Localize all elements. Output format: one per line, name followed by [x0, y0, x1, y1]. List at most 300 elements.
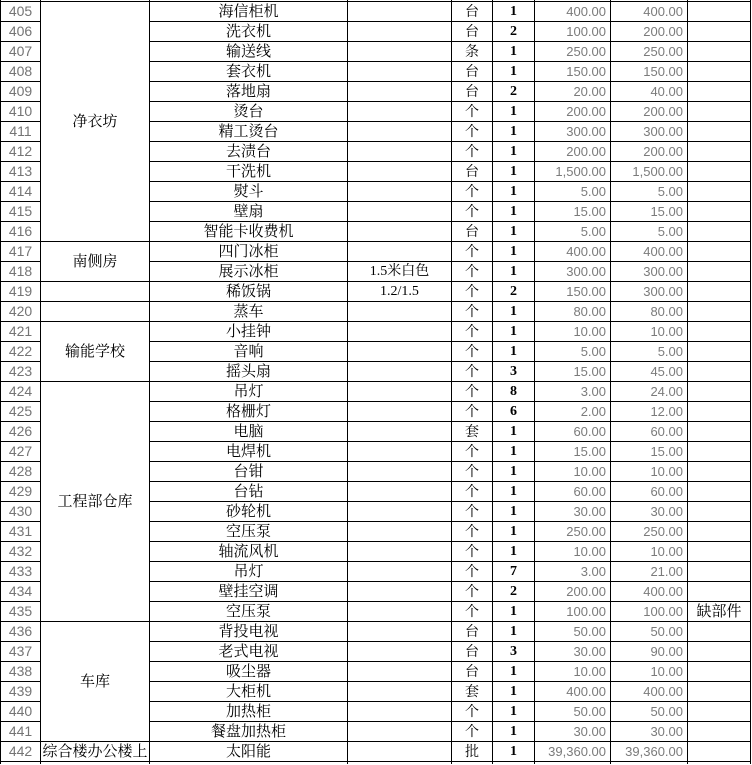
- quantity-cell[interactable]: 1: [493, 722, 535, 742]
- unit-price-cell[interactable]: 80.00: [535, 302, 611, 322]
- unit-cell[interactable]: 个: [452, 242, 493, 262]
- row-number-cell[interactable]: 413: [1, 162, 41, 182]
- unit-cell[interactable]: 个: [452, 322, 493, 342]
- unit-cell[interactable]: 个: [452, 402, 493, 422]
- unit-cell[interactable]: 个: [452, 562, 493, 582]
- unit-cell[interactable]: 个: [452, 522, 493, 542]
- row-number-cell[interactable]: 426: [1, 422, 41, 442]
- row-number-cell[interactable]: 412: [1, 142, 41, 162]
- quantity-cell[interactable]: 1: [493, 262, 535, 282]
- note-cell[interactable]: [688, 702, 751, 722]
- item-name-cell[interactable]: 加热柜: [150, 702, 348, 722]
- total-price-cell[interactable]: 300.00: [611, 262, 688, 282]
- item-name-cell[interactable]: 壁扇: [150, 202, 348, 222]
- quantity-cell[interactable]: 1: [493, 522, 535, 542]
- quantity-cell[interactable]: 1: [493, 222, 535, 242]
- spec-cell[interactable]: [348, 702, 452, 722]
- note-cell[interactable]: [688, 2, 751, 22]
- quantity-cell[interactable]: 2: [493, 22, 535, 42]
- row-number-cell[interactable]: 410: [1, 102, 41, 122]
- quantity-cell[interactable]: 1: [493, 322, 535, 342]
- note-cell[interactable]: [688, 302, 751, 322]
- row-number-cell[interactable]: 437: [1, 642, 41, 662]
- unit-price-cell[interactable]: 30.00: [535, 722, 611, 742]
- quantity-cell[interactable]: 1: [493, 462, 535, 482]
- total-price-cell[interactable]: 5.00: [611, 342, 688, 362]
- row-number-cell[interactable]: 435: [1, 602, 41, 622]
- spec-cell[interactable]: [348, 502, 452, 522]
- note-cell[interactable]: [688, 402, 751, 422]
- quantity-cell[interactable]: 1: [493, 142, 535, 162]
- spec-cell[interactable]: [348, 442, 452, 462]
- unit-price-cell[interactable]: 60.00: [535, 482, 611, 502]
- row-number-cell[interactable]: 415: [1, 202, 41, 222]
- item-name-cell[interactable]: 老式电视: [150, 642, 348, 662]
- spec-cell[interactable]: [348, 242, 452, 262]
- item-name-cell[interactable]: 台钻: [150, 482, 348, 502]
- item-name-cell[interactable]: 音响: [150, 342, 348, 362]
- spec-cell[interactable]: [348, 662, 452, 682]
- item-name-cell[interactable]: 烫台: [150, 102, 348, 122]
- spec-cell[interactable]: [348, 22, 452, 42]
- note-cell[interactable]: [688, 262, 751, 282]
- unit-cell[interactable]: 个: [452, 282, 493, 302]
- spec-cell[interactable]: [348, 482, 452, 502]
- unit-price-cell[interactable]: 400.00: [535, 682, 611, 702]
- row-number-cell[interactable]: 425: [1, 402, 41, 422]
- quantity-cell[interactable]: 1: [493, 242, 535, 262]
- unit-price-cell[interactable]: 250.00: [535, 522, 611, 542]
- row-number-cell[interactable]: 405: [1, 2, 41, 22]
- quantity-cell[interactable]: 1: [493, 502, 535, 522]
- quantity-cell[interactable]: 1: [493, 442, 535, 462]
- row-number-cell[interactable]: 419: [1, 282, 41, 302]
- note-cell[interactable]: [688, 122, 751, 142]
- total-price-cell[interactable]: 21.00: [611, 562, 688, 582]
- unit-cell[interactable]: 台: [452, 662, 493, 682]
- item-name-cell[interactable]: 熨斗: [150, 182, 348, 202]
- item-name-cell[interactable]: 洗衣机: [150, 22, 348, 42]
- unit-cell[interactable]: 台: [452, 642, 493, 662]
- item-name-cell[interactable]: 小挂钟: [150, 322, 348, 342]
- unit-price-cell[interactable]: 150.00: [535, 62, 611, 82]
- note-cell[interactable]: [688, 742, 751, 762]
- unit-cell[interactable]: 套: [452, 682, 493, 702]
- note-cell[interactable]: [688, 182, 751, 202]
- total-price-cell[interactable]: 12.00: [611, 402, 688, 422]
- note-cell[interactable]: [688, 282, 751, 302]
- item-name-cell[interactable]: 输送线: [150, 42, 348, 62]
- quantity-cell[interactable]: 1: [493, 742, 535, 762]
- row-number-cell[interactable]: 436: [1, 622, 41, 642]
- spec-cell[interactable]: [348, 182, 452, 202]
- total-price-cell[interactable]: 1,500.00: [611, 162, 688, 182]
- item-name-cell[interactable]: 去渍台: [150, 142, 348, 162]
- note-cell[interactable]: [688, 682, 751, 702]
- unit-cell[interactable]: 台: [452, 2, 493, 22]
- note-cell[interactable]: [688, 362, 751, 382]
- unit-cell[interactable]: 个: [452, 462, 493, 482]
- note-cell[interactable]: [688, 102, 751, 122]
- total-price-cell[interactable]: 400.00: [611, 582, 688, 602]
- unit-cell[interactable]: 个: [452, 702, 493, 722]
- unit-price-cell[interactable]: 150.00: [535, 282, 611, 302]
- unit-cell[interactable]: 个: [452, 542, 493, 562]
- unit-price-cell[interactable]: 5.00: [535, 182, 611, 202]
- spec-cell[interactable]: 1.2/1.5: [348, 282, 452, 302]
- row-number-cell[interactable]: 408: [1, 62, 41, 82]
- unit-cell[interactable]: 个: [452, 602, 493, 622]
- item-name-cell[interactable]: 格栅灯: [150, 402, 348, 422]
- total-price-cell[interactable]: 10.00: [611, 322, 688, 342]
- row-number-cell[interactable]: 414: [1, 182, 41, 202]
- item-name-cell[interactable]: 轴流风机: [150, 542, 348, 562]
- row-number-cell[interactable]: 439: [1, 682, 41, 702]
- total-price-cell[interactable]: 250.00: [611, 42, 688, 62]
- item-name-cell[interactable]: 套衣机: [150, 62, 348, 82]
- item-name-cell[interactable]: 电焊机: [150, 442, 348, 462]
- total-price-cell[interactable]: 400.00: [611, 2, 688, 22]
- note-cell[interactable]: [688, 162, 751, 182]
- total-price-cell[interactable]: 30.00: [611, 502, 688, 522]
- total-price-cell[interactable]: 300.00: [611, 282, 688, 302]
- total-price-cell[interactable]: 400.00: [611, 242, 688, 262]
- spec-cell[interactable]: [348, 402, 452, 422]
- quantity-cell[interactable]: 1: [493, 622, 535, 642]
- note-cell[interactable]: [688, 22, 751, 42]
- total-price-cell[interactable]: 50.00: [611, 702, 688, 722]
- note-cell[interactable]: [688, 322, 751, 342]
- row-number-cell[interactable]: 411: [1, 122, 41, 142]
- total-price-cell[interactable]: 15.00: [611, 202, 688, 222]
- note-cell[interactable]: [688, 582, 751, 602]
- unit-cell[interactable]: 个: [452, 362, 493, 382]
- unit-price-cell[interactable]: 10.00: [535, 662, 611, 682]
- spec-cell[interactable]: [348, 2, 452, 22]
- row-number-cell[interactable]: 433: [1, 562, 41, 582]
- unit-cell[interactable]: 个: [452, 202, 493, 222]
- unit-cell[interactable]: 个: [452, 382, 493, 402]
- quantity-cell[interactable]: 1: [493, 62, 535, 82]
- note-cell[interactable]: [688, 142, 751, 162]
- unit-cell[interactable]: 台: [452, 82, 493, 102]
- spec-cell[interactable]: [348, 462, 452, 482]
- quantity-cell[interactable]: 1: [493, 162, 535, 182]
- location-cell[interactable]: 南侧房: [41, 242, 150, 282]
- quantity-cell[interactable]: 2: [493, 282, 535, 302]
- unit-price-cell[interactable]: 3.00: [535, 382, 611, 402]
- spec-cell[interactable]: [348, 582, 452, 602]
- item-name-cell[interactable]: 四门冰柜: [150, 242, 348, 262]
- item-name-cell[interactable]: 落地扇: [150, 82, 348, 102]
- item-name-cell[interactable]: 背投电视: [150, 622, 348, 642]
- unit-price-cell[interactable]: 100.00: [535, 602, 611, 622]
- item-name-cell[interactable]: 空压泵: [150, 522, 348, 542]
- row-number-cell[interactable]: 434: [1, 582, 41, 602]
- note-cell[interactable]: [688, 242, 751, 262]
- quantity-cell[interactable]: 2: [493, 582, 535, 602]
- quantity-cell[interactable]: 6: [493, 402, 535, 422]
- note-cell[interactable]: [688, 462, 751, 482]
- quantity-cell[interactable]: 7: [493, 562, 535, 582]
- spec-cell[interactable]: [348, 562, 452, 582]
- row-number-cell[interactable]: 420: [1, 302, 41, 322]
- total-price-cell[interactable]: 24.00: [611, 382, 688, 402]
- unit-price-cell[interactable]: 15.00: [535, 442, 611, 462]
- total-price-cell[interactable]: 39,360.00: [611, 742, 688, 762]
- quantity-cell[interactable]: 1: [493, 482, 535, 502]
- total-price-cell[interactable]: 200.00: [611, 142, 688, 162]
- total-price-cell[interactable]: 40.00: [611, 82, 688, 102]
- spec-cell[interactable]: [348, 742, 452, 762]
- item-name-cell[interactable]: 砂轮机: [150, 502, 348, 522]
- note-cell[interactable]: [688, 662, 751, 682]
- item-name-cell[interactable]: 空压泵: [150, 602, 348, 622]
- total-price-cell[interactable]: 60.00: [611, 482, 688, 502]
- item-name-cell[interactable]: 吊灯: [150, 382, 348, 402]
- row-number-cell[interactable]: 441: [1, 722, 41, 742]
- spec-cell[interactable]: [348, 82, 452, 102]
- row-number-cell[interactable]: 416: [1, 222, 41, 242]
- unit-price-cell[interactable]: 30.00: [535, 642, 611, 662]
- total-price-cell[interactable]: 15.00: [611, 442, 688, 462]
- note-cell[interactable]: [688, 562, 751, 582]
- unit-cell[interactable]: 个: [452, 262, 493, 282]
- row-number-cell[interactable]: 438: [1, 662, 41, 682]
- unit-price-cell[interactable]: 60.00: [535, 422, 611, 442]
- unit-cell[interactable]: 个: [452, 482, 493, 502]
- unit-price-cell[interactable]: 50.00: [535, 622, 611, 642]
- unit-price-cell[interactable]: 5.00: [535, 342, 611, 362]
- unit-price-cell[interactable]: 250.00: [535, 42, 611, 62]
- unit-price-cell[interactable]: 100.00: [535, 22, 611, 42]
- location-cell[interactable]: 输能学校: [41, 322, 150, 382]
- unit-price-cell[interactable]: 300.00: [535, 122, 611, 142]
- note-cell[interactable]: [688, 642, 751, 662]
- row-number-cell[interactable]: 417: [1, 242, 41, 262]
- unit-cell[interactable]: 个: [452, 342, 493, 362]
- item-name-cell[interactable]: 餐盘加热柜: [150, 722, 348, 742]
- spec-cell[interactable]: [348, 42, 452, 62]
- total-price-cell[interactable]: 10.00: [611, 542, 688, 562]
- unit-cell[interactable]: 套: [452, 422, 493, 442]
- spec-cell[interactable]: [348, 522, 452, 542]
- unit-price-cell[interactable]: 400.00: [535, 242, 611, 262]
- spec-cell[interactable]: [348, 682, 452, 702]
- item-name-cell[interactable]: 摇头扇: [150, 362, 348, 382]
- item-name-cell[interactable]: 大柜机: [150, 682, 348, 702]
- spec-cell[interactable]: [348, 102, 452, 122]
- note-cell[interactable]: [688, 442, 751, 462]
- spec-cell[interactable]: [348, 422, 452, 442]
- spec-cell[interactable]: [348, 342, 452, 362]
- note-cell[interactable]: [688, 522, 751, 542]
- spec-cell[interactable]: [348, 162, 452, 182]
- location-cell[interactable]: [41, 282, 150, 302]
- spec-cell[interactable]: [348, 602, 452, 622]
- spec-cell[interactable]: [348, 202, 452, 222]
- total-price-cell[interactable]: 50.00: [611, 622, 688, 642]
- row-number-cell[interactable]: 423: [1, 362, 41, 382]
- item-name-cell[interactable]: 精工烫台: [150, 122, 348, 142]
- unit-price-cell[interactable]: 3.00: [535, 562, 611, 582]
- spec-cell[interactable]: [348, 382, 452, 402]
- unit-price-cell[interactable]: 2.00: [535, 402, 611, 422]
- item-name-cell[interactable]: 展示冰柜: [150, 262, 348, 282]
- spec-cell[interactable]: [348, 142, 452, 162]
- total-price-cell[interactable]: 200.00: [611, 22, 688, 42]
- row-number-cell[interactable]: 409: [1, 82, 41, 102]
- quantity-cell[interactable]: 1: [493, 302, 535, 322]
- unit-price-cell[interactable]: 15.00: [535, 202, 611, 222]
- quantity-cell[interactable]: 1: [493, 202, 535, 222]
- unit-price-cell[interactable]: 10.00: [535, 462, 611, 482]
- quantity-cell[interactable]: 1: [493, 542, 535, 562]
- note-cell[interactable]: [688, 382, 751, 402]
- quantity-cell[interactable]: 8: [493, 382, 535, 402]
- quantity-cell[interactable]: 1: [493, 602, 535, 622]
- item-name-cell[interactable]: 太阳能: [150, 742, 348, 762]
- note-cell[interactable]: [688, 342, 751, 362]
- unit-cell[interactable]: 批: [452, 742, 493, 762]
- note-cell[interactable]: [688, 482, 751, 502]
- row-number-cell[interactable]: 427: [1, 442, 41, 462]
- note-cell[interactable]: [688, 82, 751, 102]
- spec-cell[interactable]: [348, 722, 452, 742]
- row-number-cell[interactable]: 442: [1, 742, 41, 762]
- spec-cell[interactable]: [348, 122, 452, 142]
- unit-cell[interactable]: 个: [452, 142, 493, 162]
- unit-cell[interactable]: 个: [452, 122, 493, 142]
- row-number-cell[interactable]: 440: [1, 702, 41, 722]
- unit-cell[interactable]: 个: [452, 502, 493, 522]
- row-number-cell[interactable]: 406: [1, 22, 41, 42]
- unit-price-cell[interactable]: 30.00: [535, 502, 611, 522]
- unit-price-cell[interactable]: 300.00: [535, 262, 611, 282]
- total-price-cell[interactable]: 300.00: [611, 122, 688, 142]
- row-number-cell[interactable]: 430: [1, 502, 41, 522]
- total-price-cell[interactable]: 250.00: [611, 522, 688, 542]
- unit-cell[interactable]: 个: [452, 442, 493, 462]
- quantity-cell[interactable]: 3: [493, 642, 535, 662]
- row-number-cell[interactable]: 407: [1, 42, 41, 62]
- quantity-cell[interactable]: 2: [493, 82, 535, 102]
- item-name-cell[interactable]: 稀饭锅: [150, 282, 348, 302]
- total-price-cell[interactable]: 10.00: [611, 662, 688, 682]
- row-number-cell[interactable]: 431: [1, 522, 41, 542]
- spec-cell[interactable]: [348, 362, 452, 382]
- note-cell[interactable]: [688, 722, 751, 742]
- total-price-cell[interactable]: 45.00: [611, 362, 688, 382]
- item-name-cell[interactable]: 电脑: [150, 422, 348, 442]
- note-cell[interactable]: [688, 622, 751, 642]
- item-name-cell[interactable]: 吊灯: [150, 562, 348, 582]
- item-name-cell[interactable]: 智能卡收费机: [150, 222, 348, 242]
- quantity-cell[interactable]: 1: [493, 342, 535, 362]
- unit-price-cell[interactable]: 10.00: [535, 542, 611, 562]
- item-name-cell[interactable]: 吸尘器: [150, 662, 348, 682]
- total-price-cell[interactable]: 400.00: [611, 682, 688, 702]
- quantity-cell[interactable]: 1: [493, 2, 535, 22]
- spec-cell[interactable]: [348, 622, 452, 642]
- total-price-cell[interactable]: 5.00: [611, 222, 688, 242]
- total-price-cell[interactable]: 100.00: [611, 602, 688, 622]
- unit-cell[interactable]: 个: [452, 722, 493, 742]
- unit-price-cell[interactable]: 50.00: [535, 702, 611, 722]
- unit-price-cell[interactable]: 39,360.00: [535, 742, 611, 762]
- quantity-cell[interactable]: 3: [493, 362, 535, 382]
- note-cell[interactable]: [688, 542, 751, 562]
- note-cell[interactable]: [688, 42, 751, 62]
- row-number-cell[interactable]: 422: [1, 342, 41, 362]
- total-price-cell[interactable]: 80.00: [611, 302, 688, 322]
- unit-price-cell[interactable]: 200.00: [535, 142, 611, 162]
- total-price-cell[interactable]: 60.00: [611, 422, 688, 442]
- note-cell[interactable]: [688, 502, 751, 522]
- unit-cell[interactable]: 个: [452, 182, 493, 202]
- unit-price-cell[interactable]: 20.00: [535, 82, 611, 102]
- spec-cell[interactable]: [348, 322, 452, 342]
- total-price-cell[interactable]: 90.00: [611, 642, 688, 662]
- note-cell[interactable]: [688, 202, 751, 222]
- quantity-cell[interactable]: 1: [493, 422, 535, 442]
- quantity-cell[interactable]: 1: [493, 122, 535, 142]
- spec-cell[interactable]: [348, 302, 452, 322]
- row-number-cell[interactable]: 418: [1, 262, 41, 282]
- unit-cell[interactable]: 台: [452, 22, 493, 42]
- location-cell[interactable]: 工程部仓库: [41, 382, 150, 622]
- location-cell[interactable]: 综合楼办公楼上: [42, 743, 148, 760]
- unit-price-cell[interactable]: 1,500.00: [535, 162, 611, 182]
- quantity-cell[interactable]: 1: [493, 182, 535, 202]
- spec-cell[interactable]: [348, 642, 452, 662]
- quantity-cell[interactable]: 1: [493, 42, 535, 62]
- quantity-cell[interactable]: 1: [493, 702, 535, 722]
- unit-cell[interactable]: 个: [452, 302, 493, 322]
- total-price-cell[interactable]: 10.00: [611, 462, 688, 482]
- unit-cell[interactable]: 条: [452, 42, 493, 62]
- item-name-cell[interactable]: 台钳: [150, 462, 348, 482]
- row-number-cell[interactable]: 432: [1, 542, 41, 562]
- unit-cell[interactable]: 台: [452, 162, 493, 182]
- unit-cell[interactable]: 个: [452, 582, 493, 602]
- row-number-cell[interactable]: 428: [1, 462, 41, 482]
- item-name-cell[interactable]: 蒸车: [150, 302, 348, 322]
- unit-price-cell[interactable]: 10.00: [535, 322, 611, 342]
- unit-cell[interactable]: 个: [452, 102, 493, 122]
- unit-price-cell[interactable]: 200.00: [535, 582, 611, 602]
- quantity-cell[interactable]: 1: [493, 662, 535, 682]
- location-cell[interactable]: 净衣坊: [41, 2, 150, 242]
- note-cell[interactable]: [688, 422, 751, 442]
- total-price-cell[interactable]: 5.00: [611, 182, 688, 202]
- total-price-cell[interactable]: 30.00: [611, 722, 688, 742]
- note-cell[interactable]: 缺部件: [688, 602, 751, 622]
- unit-cell[interactable]: 台: [452, 62, 493, 82]
- row-number-cell[interactable]: 424: [1, 382, 41, 402]
- item-name-cell[interactable]: 干洗机: [150, 162, 348, 182]
- unit-price-cell[interactable]: 400.00: [535, 2, 611, 22]
- spec-cell[interactable]: 1.5米白色: [348, 262, 452, 282]
- note-cell[interactable]: [688, 222, 751, 242]
- unit-price-cell[interactable]: 5.00: [535, 222, 611, 242]
- unit-price-cell[interactable]: 15.00: [535, 362, 611, 382]
- item-name-cell[interactable]: 海信柜机: [150, 2, 348, 22]
- spec-cell[interactable]: [348, 222, 452, 242]
- row-number-cell[interactable]: 421: [1, 322, 41, 342]
- unit-price-cell[interactable]: 200.00: [535, 102, 611, 122]
- quantity-cell[interactable]: 1: [493, 682, 535, 702]
